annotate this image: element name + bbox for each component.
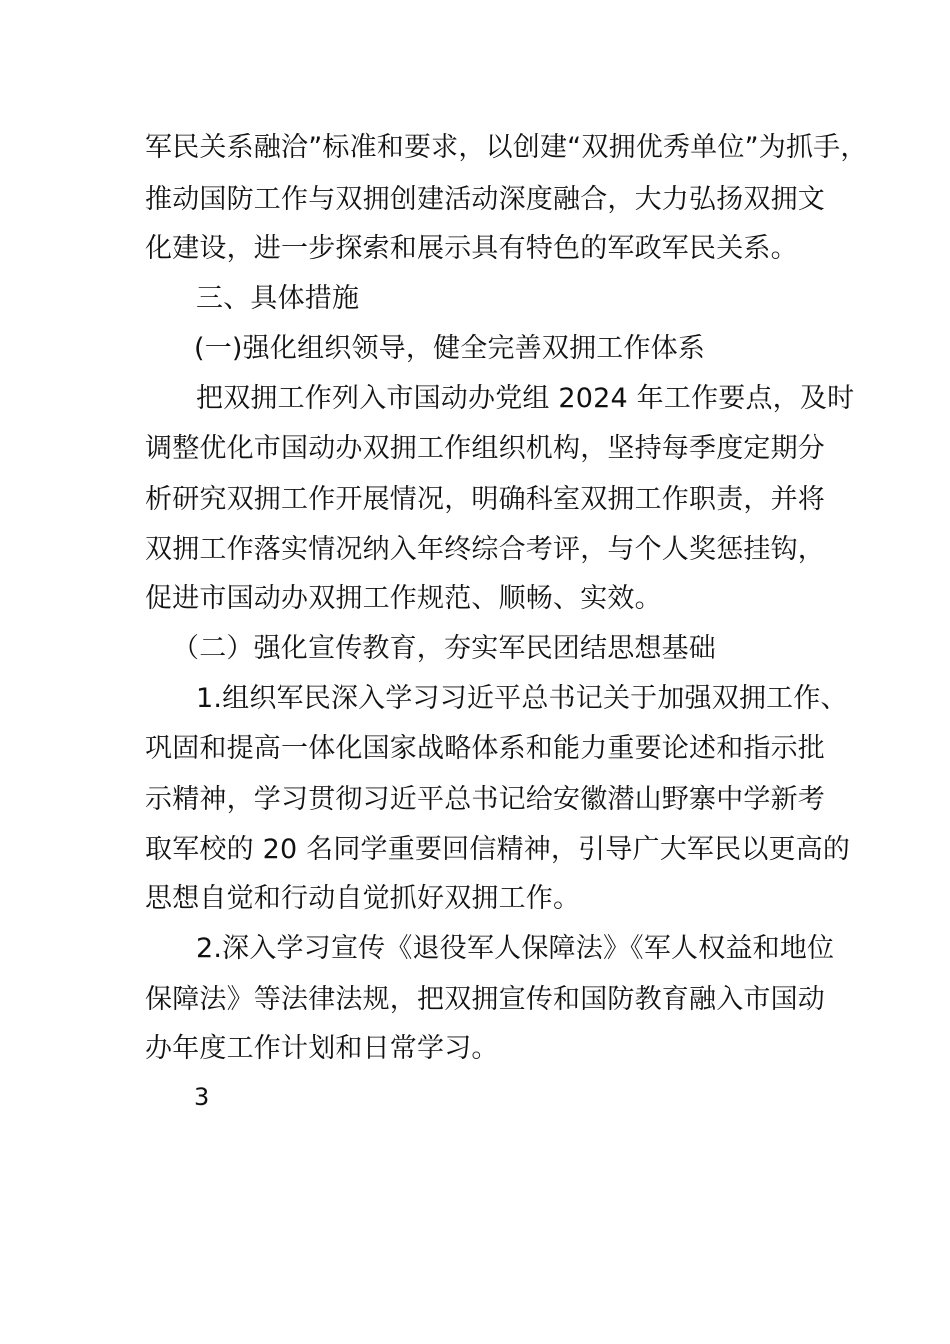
body-line-18: 保障法》等法律法规，把双拥宣传和国防教育融入市国动 bbox=[145, 984, 825, 1015]
body-line-14: 示精神，学习贯彻习近平总书记给安徽潜山野寨中学新考 bbox=[145, 784, 825, 815]
body-line-17: 2.深入学习宣传《退役军人保障法》《军人权益和地位 bbox=[196, 933, 835, 964]
body-line-7: 调整优化市国动办双拥工作组织机构，坚持每季度定期分 bbox=[145, 433, 825, 464]
body-line-10: 促进市国动办双拥工作规范、顺畅、实效。 bbox=[145, 583, 662, 614]
section-heading-measures: 三、具体措施 bbox=[196, 283, 360, 314]
body-line-9: 双拥工作落实情况纳入年终综合考评，与个人奖惩挂钩， bbox=[145, 534, 825, 565]
body-line-13: 巩固和提高一体化国家战略体系和能力重要论述和指示批 bbox=[145, 733, 825, 764]
body-line-15: 取军校的 20 名同学重要回信精神，引导广大军民以更高的 bbox=[145, 834, 851, 865]
body-line-19: 办年度工作计划和日常学习。 bbox=[145, 1033, 499, 1064]
body-line-8: 析研究双拥工作开展情况，明确科室双拥工作职责，并将 bbox=[145, 484, 825, 515]
body-line-6: 把双拥工作列入市国动办党组 2024 年工作要点，及时 bbox=[196, 383, 855, 414]
page-number: 3 bbox=[194, 1083, 210, 1111]
subheading-2: （二）强化宣传教育，夯实军民团结思想基础 bbox=[172, 633, 716, 664]
body-line-16: 思想自觉和行动自觉抓好双拥工作。 bbox=[145, 883, 581, 914]
body-line-2: 推动国防工作与双拥创建活动深度融合，大力弘扬双拥文 bbox=[145, 184, 825, 215]
body-line-1: 军民关系融洽”标准和要求，以创建“双拥优秀单位”为抓手， bbox=[145, 132, 868, 163]
subheading-1: (一)强化组织领导，健全完善双拥工作体系 bbox=[194, 333, 706, 364]
body-line-12: 1.组织军民深入学习习近平总书记关于加强双拥工作、 bbox=[196, 683, 848, 714]
body-line-3: 化建设，进一步探索和展示具有特色的军政军民关系。 bbox=[145, 233, 798, 264]
